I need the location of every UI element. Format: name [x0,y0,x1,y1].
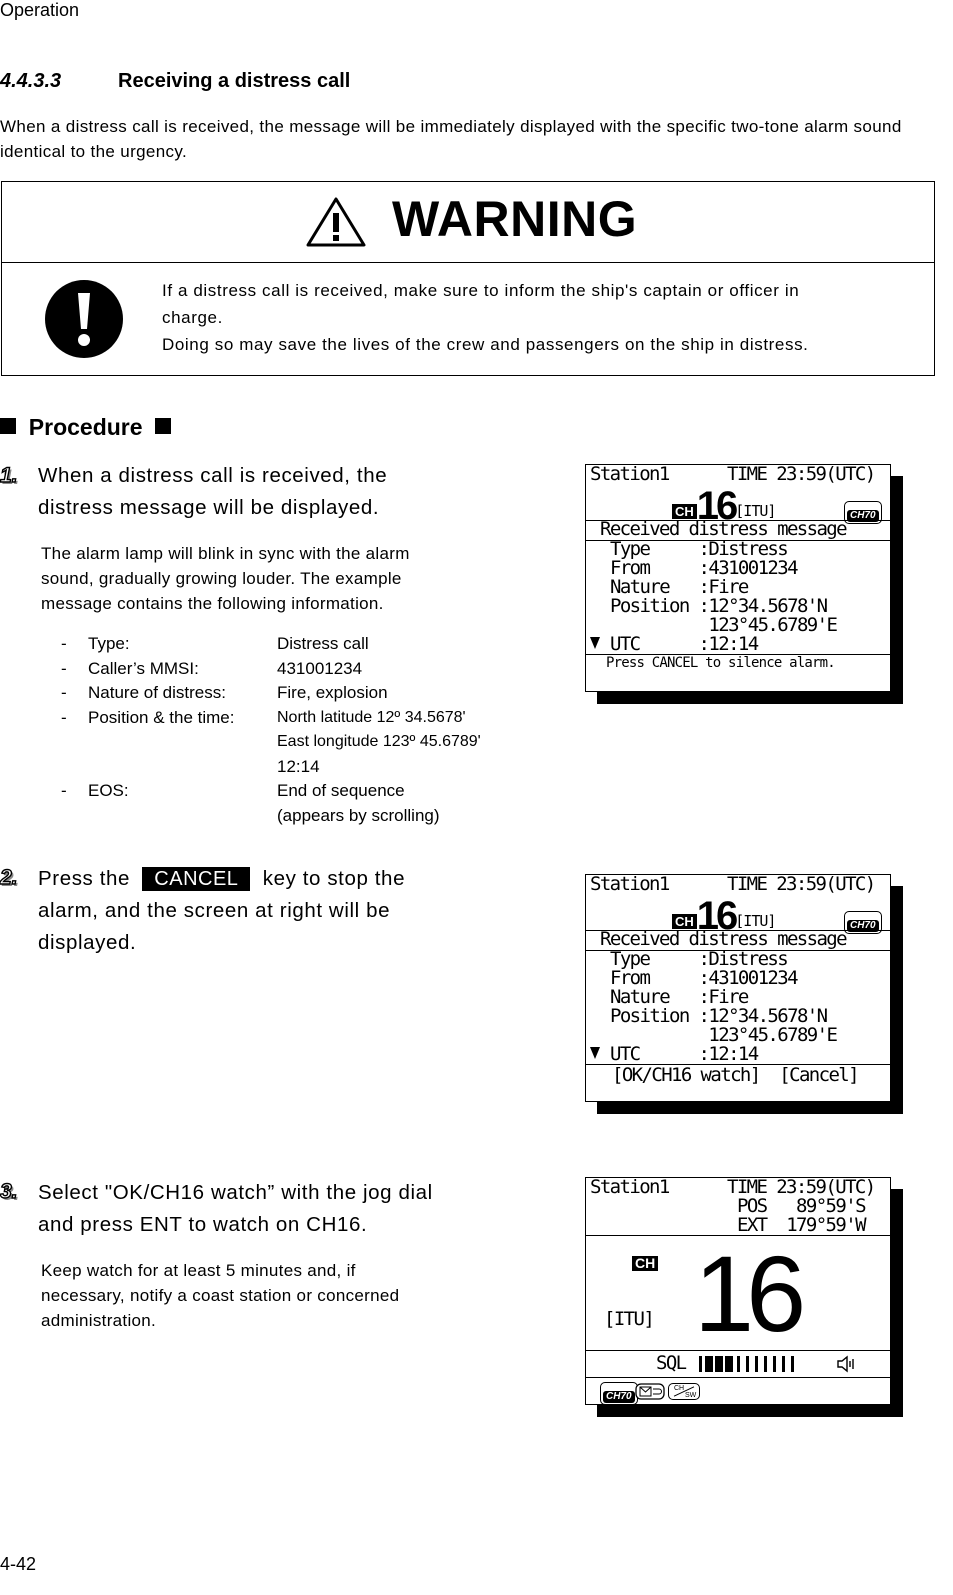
section-title: Receiving a distress call [118,70,351,92]
scroll-down-icon [590,637,600,649]
step-3-text: Select "OK/CH16 watch” with the jog dial and press ENT to watch on CH16. [38,1181,433,1236]
section-number: 4.4.3.3 [0,70,62,92]
step-number: 3. [0,1180,18,1203]
cancel-key: CANCEL [142,867,250,891]
info-row: East longitude 123º 45.6789' [277,733,481,750]
info-row: 12:14 [277,757,320,776]
speaker-icon [836,1355,858,1373]
channel-display: CH16[ITU] [672,489,775,523]
step-1-note: The alarm lamp will blink in sync with the alarm sound, gradually growing louder. The example message contains the following information. [41,544,410,613]
ch-indicator: CH [672,914,697,929]
screen-options: [OK/CH16 watch] [Cancel] [612,1064,858,1086]
ch70-icon: CH70 [844,911,882,934]
info-row: - Type: Distress call [61,634,369,653]
screen-banner: Received distress message [600,928,846,950]
channel-number: 16 [694,1233,799,1354]
mandatory-action-icon [44,279,124,359]
warning-title: WARNING [392,191,638,247]
procedure-heading: Procedure [0,414,171,441]
info-row: (appears by scrolling) [277,806,440,825]
step-3-note: Keep watch for at least 5 minutes and, if necessary, notify a coast station or concerned administration. [41,1261,400,1330]
channel-number: 16 [696,894,736,938]
warning-header [2,182,934,263]
screen-hint: Press CANCEL to silence alarm. [606,655,835,671]
ch-indicator: CH [632,1256,658,1271]
info-row: - Nature of distress: Fire, explosion [61,683,388,702]
scroll-down-icon [590,1047,600,1059]
info-row: - EOS: End of sequence [61,781,405,800]
screen-banner: Received distress message [600,518,846,540]
message-info-list [61,632,501,832]
message-icon [635,1383,665,1400]
distress-message-screen: Station1 TIME 23:59(UTC) CH16[ITU] CH70 Received distress message Type :Distress From :431001234 Nature :Fire Position :12°34.5678'N 123°45.6789'E UTC :12:14 [OK/CH16 watch] [Cancel] [585,874,891,1102]
step-1-text: When a distress call is received, the distress message will be displayed. [38,464,388,519]
squelch-level-bar [699,1355,809,1373]
square-bullet-icon [0,418,16,434]
ch-switch-icon: CH SW [668,1383,700,1400]
info-row: - Position & the time: North latitude 12º 34.5678' [61,708,466,727]
running-header: Operation [0,0,80,20]
page-number: 4-42 [0,1554,37,1574]
ch-indicator: CH [672,504,697,519]
step-2-text: Press the CANCEL key to stop the alarm, and the screen at right will be displayed. [38,867,406,954]
channel-display: CH16[ITU] [672,899,775,933]
distress-alarm-screen: Station1 TIME 23:59(UTC) CH16[ITU] CH70 Received distress message Type :Distress From :431001234 Nature :Fire Position :12°34.5678'N 123°45.6789'E UTC :12:14 Press CANCEL to silence alarm. [585,464,891,692]
info-row: - Caller’s MMSI: 431001234 [61,659,363,678]
ch16-watch-screen: Station1 TIME 23:59(UTC) POS 89°59'S EXT 179°59'W CH [ITU] 16 SQL CH70 CH SW [585,1177,891,1405]
warning-box [1,181,935,376]
intro-paragraph: When a distress call is received, the message will be immediately displayed with the specific two-tone alarm sound identical to the urgency. [0,117,902,161]
step-number: 1. [0,464,18,487]
channel-number: 16 [696,484,736,528]
step-number: 2. [0,866,18,889]
square-bullet-icon [155,418,171,434]
ch70-icon: CH70 [844,501,882,524]
ch70-icon: CH70 [600,1382,638,1405]
warning-text: If a distress call is received, make sure to inform the ship's captain or officer in charge. Doing so may save the lives of the crew and passengers on the ship in distress. [162,281,809,354]
warning-triangle-icon [305,196,367,248]
